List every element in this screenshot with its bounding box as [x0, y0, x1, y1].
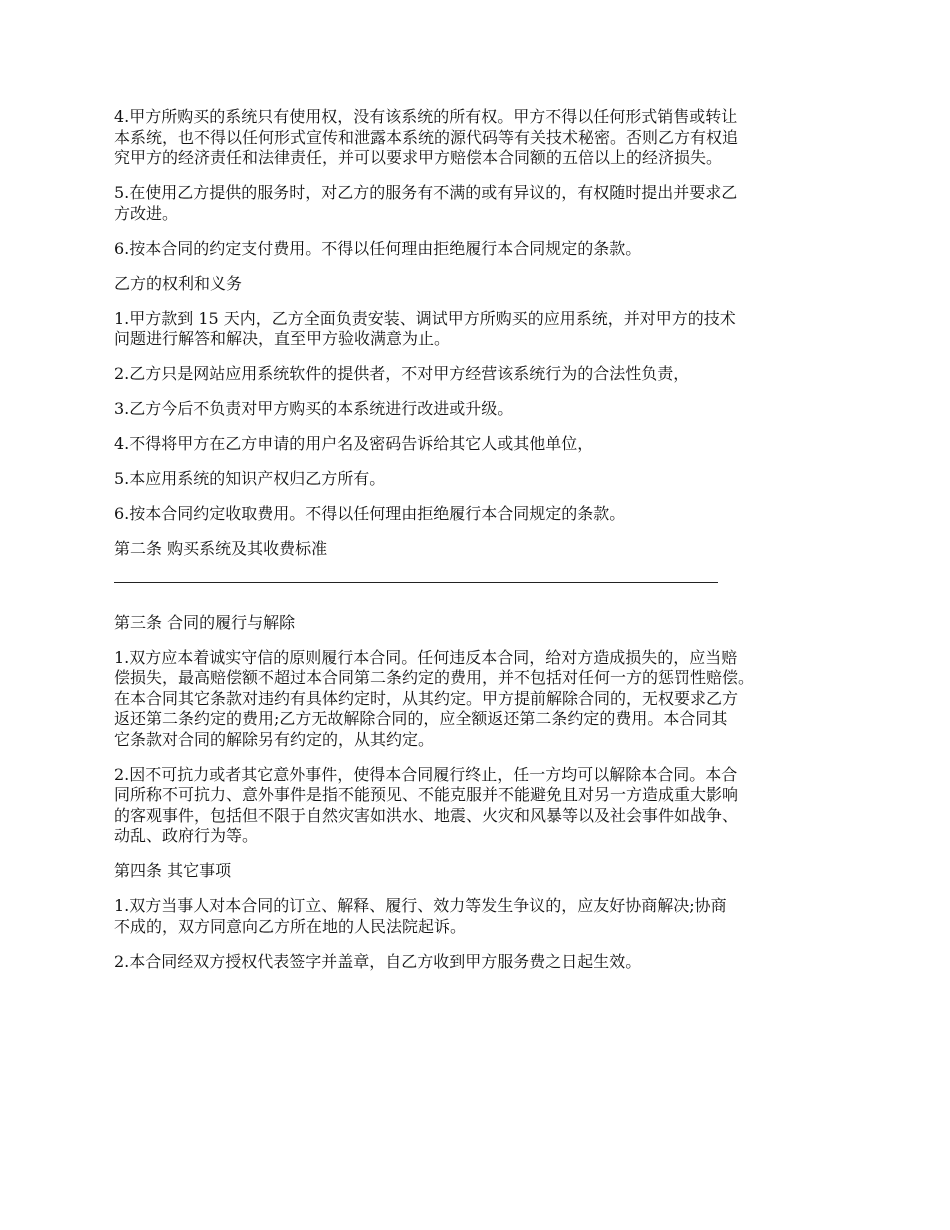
text-line: 5.本应用系统的知识产权归乙方所有。: [114, 469, 386, 488]
contract-section-a: [114, 107, 854, 560]
contract-section-b: [114, 613, 854, 973]
text-line: 的客观事件，包括但不限于自然灾害如洪水、地震、火灾和风暴等以及社会事件如战争、: [114, 805, 739, 825]
text-line: 第四条 其它事项: [114, 861, 232, 880]
text-line: 1.双方当事人对本合同的订立、解释、履行、效力等发生争议的，应友好协商解决;协商: [114, 896, 727, 915]
text-line: 2.本合同经双方授权代表签字并盖章，自乙方收到甲方服务费之日起生效。: [114, 951, 642, 971]
paragraph-party-b-heading: [114, 274, 854, 295]
text-line: 4.甲方所购买的系统只有使用权，没有该系统的所有权。甲方不得以任何形式销售或转让: [114, 107, 738, 126]
paragraph-article-2-heading: [114, 539, 854, 560]
paragraph-article-3-heading: [114, 613, 854, 634]
contract-page: [114, 107, 854, 987]
text-line: 1.甲方款到 15 天内，乙方全面负责安装、调试甲方所购买的应用系统，并对甲方的技术: [114, 308, 736, 328]
text-line: 同所称不可抗力、意外事件是指不能预见、不能克服并不能避免且对另一方造成重大影响: [114, 785, 739, 804]
text-line: 3.乙方今后不负责对甲方购买的本系统进行改进或升级。: [114, 399, 514, 418]
paragraph-party-b-item-6: [114, 504, 854, 525]
paragraph-article-3-item-2: [114, 765, 854, 847]
text-line: 6.按本合同的约定支付费用。不得以任何理由拒绝履行本合同规定的条款。: [114, 238, 642, 258]
text-line: 乙方的权利和义务: [114, 273, 243, 293]
text-line: 1.双方应本着诚实守信的原则履行本合同。任何违反本合同，给对方造成损失的，应当赔: [114, 647, 738, 667]
text-line: 究甲方的经济责任和法律责任，并可以要求甲方赔偿本合同额的五倍以上的经济损失。: [114, 148, 723, 167]
text-line: 返还第二条约定的费用;乙方无故解除合同的，应全额返还第二条约定的费用。本合同其: [114, 709, 728, 728]
text-line: 问题进行解答和解决，直至甲方验收满意为止。: [114, 329, 451, 348]
text-line: 6.按本合同约定收取费用。不得以任何理由拒绝履行本合同规定的条款。: [114, 504, 626, 523]
text-line: 它条款对合同的解除另有约定的，从其约定。: [114, 729, 435, 749]
text-line: 动乱、政府行为等。: [114, 826, 259, 845]
text-line: 5.在使用乙方提供的服务时，对乙方的服务有不满的或有异议的，有权随时提出并要求乙: [114, 183, 738, 202]
text-line: 方改进。: [114, 203, 179, 223]
fill-in-blank-line: [114, 582, 718, 583]
text-line: 偿损失，最高赔偿额不超过本合同第二条约定的费用，并不包括对任何一方的惩罚性赔偿。: [114, 668, 755, 687]
paragraph-article-3-item-1: [114, 648, 854, 751]
paragraph-party-b-item-3: [114, 399, 854, 420]
text-line: 第二条 购买系统及其收费标准: [114, 539, 328, 558]
text-line: 4.不得将甲方在乙方申请的用户名及密码告诉给其它人或其他单位，: [114, 434, 594, 453]
paragraph-article-4-item-2: [114, 952, 854, 973]
text-line: 在本合同其它条款对违约有具体约定时，从其约定。甲方提前解除合同的，无权要求乙方: [114, 688, 739, 708]
paragraph-article-4-item-1: [114, 896, 854, 937]
paragraph-party-b-item-2: [114, 364, 854, 385]
paragraph-party-b-item-5: [114, 469, 854, 490]
text-line: 第三条 合同的履行与解除: [114, 612, 296, 632]
paragraph-article-4-heading: [114, 861, 854, 882]
paragraph-party-a-item-5: [114, 183, 854, 224]
text-line: 不成的，双方同意向乙方所在地的人民法院起诉。: [114, 916, 467, 936]
paragraph-party-a-item-4: [114, 107, 854, 169]
text-line: 2.因不可抗力或者其它意外事件，使得本合同履行终止，任一方均可以解除本合同。本合: [114, 764, 738, 784]
paragraph-party-b-item-4: [114, 434, 854, 455]
text-line: 2.乙方只是网站应用系统软件的提供者，不对甲方经营该系统行为的合法性负责，: [114, 364, 690, 383]
text-line: 本系统，也不得以任何形式宣传和泄露本系统的源代码等有关技术秘密。否则乙方有权追: [114, 127, 739, 147]
paragraph-party-a-item-6: [114, 239, 854, 260]
paragraph-party-b-item-1: [114, 309, 854, 350]
